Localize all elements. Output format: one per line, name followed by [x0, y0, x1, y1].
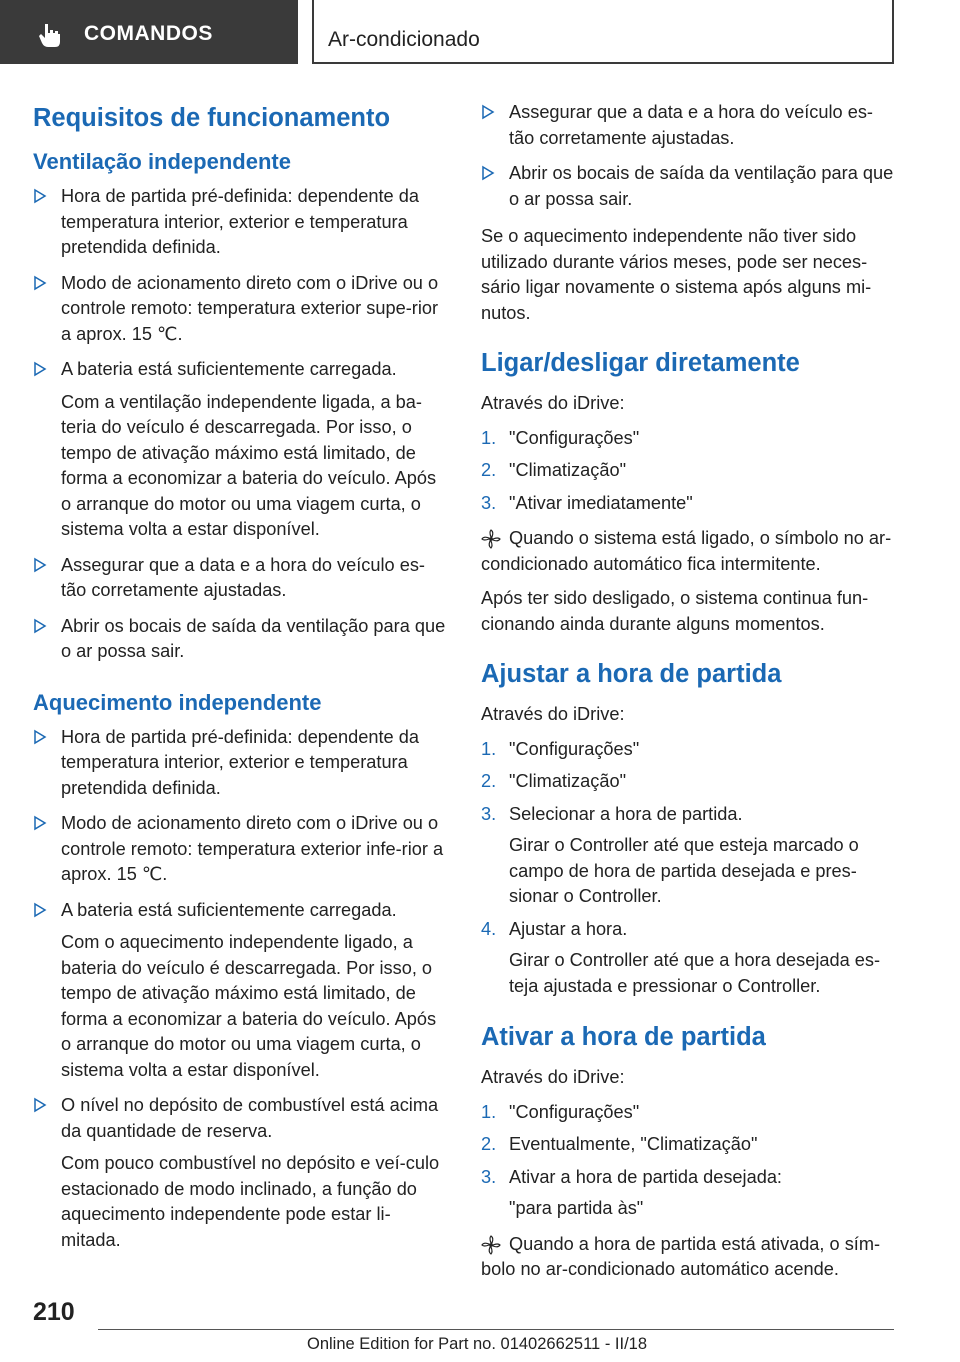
step-text: "Configurações" [509, 427, 640, 448]
step-number: 3. [481, 1166, 497, 1187]
intro-idrive-2: Através do iDrive: [481, 704, 625, 724]
breadcrumb [312, 0, 894, 64]
step-number: 1. [481, 1101, 497, 1122]
step-item [481, 917, 896, 1000]
fan-icon [481, 1235, 501, 1255]
section-label: COMANDOS [84, 22, 213, 45]
list-item [33, 357, 448, 543]
triangle-bullet-icon [481, 165, 495, 181]
symbol-paragraph [481, 526, 896, 577]
intro-idrive: Através do iDrive: [481, 393, 625, 413]
triangle-bullet-icon [33, 188, 47, 204]
step-number: 3. [481, 803, 497, 824]
list-item [33, 614, 448, 665]
section-title-requirements: Requisitos de funcionamento [33, 104, 391, 132]
step-number: 4. [481, 918, 497, 939]
list-item-text: Hora de partida pré-definida: dependente da temperatura interior, exterior e temperatura pretendida definida. [61, 726, 419, 798]
set-time-steps-list [481, 737, 896, 1000]
list-item-text: Abrir os bocais de saída da ventilação para que o ar possa sair. [61, 615, 446, 661]
info-paragraph: Se o aquecimento independente não tiver sido utilizado durante vários meses, pode ser neces-sário ligar novamente o sistema após alguns mi-nutos. [481, 226, 872, 323]
symbol-paragraph-2 [481, 1232, 896, 1283]
symbol-paragraph-2-text: Quando a hora de partida está ativada, o sím-bolo no ar-condicionado automático acende. [481, 1233, 881, 1279]
step-text: Ativar a hora de partida desejada: [509, 1166, 782, 1187]
symbol-paragraph-text: Quando o sistema está ligado, o símbolo no ar-condicionado automático fica intermitente. [481, 528, 892, 574]
step-item [481, 802, 896, 910]
list-item-text: Assegurar que a data e a hora do veículo es-tão corretamente ajustadas. [509, 102, 873, 148]
right-column [481, 100, 896, 1292]
triangle-bullet-icon [33, 557, 47, 573]
step-note: Girar o Controller até que a hora desejada es-teja ajustada e pressionar o Controller. [509, 950, 881, 996]
left-column [33, 100, 448, 1265]
step-text: Eventualmente, "Climatização" [509, 1134, 758, 1154]
subheading-heating: Aquecimento independente [33, 689, 322, 715]
triangle-bullet-icon [33, 902, 47, 918]
list-item-text: A bateria está suficientemente carregada. [61, 359, 397, 379]
hand-pointer-icon [36, 21, 64, 49]
fan-icon [481, 529, 501, 549]
page-header [0, 0, 960, 66]
activate-time-steps-list [481, 1100, 896, 1222]
list-item-note: Com a ventilação independente ligada, a ba-teria do veículo é descarregada. Por isso, o tempo de ativação máximo está limitado, de forma a economizar a bateria do veículo. Após o arranque do motor ou uma viagem curta, o sistema volta a estar disponível. [61, 391, 437, 539]
step-note: Girar o Controller até que esteja marcado o campo de hora de partida desejada e pres-sionar o Controller. [509, 835, 859, 906]
step-number: 2. [481, 460, 497, 480]
footer-divider [98, 1329, 894, 1330]
list-item [33, 1093, 448, 1253]
breadcrumb-label: Ar-condicionado [328, 28, 480, 51]
list-item [481, 100, 896, 151]
step-number: 2. [481, 771, 497, 791]
step-item [481, 769, 896, 795]
direct-steps-list [481, 426, 896, 517]
list-item-text: Modo de acionamento direto com o iDrive ou o controle remoto: temperatura exterior supe-rior a aprox. 15 ℃. [61, 272, 439, 344]
triangle-bullet-icon [33, 361, 47, 377]
heating-requirements-list [33, 725, 448, 1254]
list-item [33, 184, 448, 261]
list-item-text: Modo de acionamento direto com o iDrive ou o controle remoto: temperatura exterior infe-rior a aprox. 15 ℃. [61, 813, 444, 884]
ventilation-requirements-list [33, 184, 448, 665]
list-item-text: O nível no depósito de combustível está acima da quantidade de reserva. [61, 1095, 439, 1141]
step-item [481, 458, 896, 484]
step-text: "Climatização" [509, 460, 627, 480]
section-tab [0, 0, 298, 64]
step-item [481, 737, 896, 763]
list-item [33, 553, 448, 604]
list-item-text: Hora de partida pré-definida: dependente da temperatura interior, exterior e temperatura pretendida definida. [61, 186, 419, 257]
step-number: 1. [481, 738, 497, 759]
step-number: 2. [481, 1134, 497, 1154]
list-item-text: Assegurar que a data e a hora do veículo es-tão corretamente ajustadas. [61, 554, 425, 600]
step-number: 1. [481, 427, 497, 448]
intro-idrive-3: Através do iDrive: [481, 1067, 625, 1087]
page-number: 210 [33, 1298, 75, 1326]
footer-edition: Online Edition for Part no. 01402662511 - II/18 [307, 1335, 648, 1353]
step-text: "Configurações" [509, 738, 640, 759]
section-title-set-time: Ajustar a hora de partida [481, 660, 782, 688]
section-title-direct: Ligar/desligar diretamente [481, 349, 800, 377]
list-item [33, 271, 448, 348]
step-text: "Configurações" [509, 1101, 640, 1122]
list-item [33, 811, 448, 888]
step-text: Selecionar a hora de partida. [509, 803, 743, 824]
after-off-paragraph: Após ter sido desligado, o sistema continua fun-cionando ainda durante alguns momentos. [481, 588, 869, 634]
subheading-ventilation: Ventilação independente [33, 149, 291, 174]
ventilation-requirements-continued [481, 100, 896, 212]
list-item [481, 161, 896, 212]
triangle-bullet-icon [33, 275, 47, 291]
triangle-bullet-icon [33, 618, 47, 634]
step-item [481, 1132, 896, 1158]
step-item [481, 1100, 896, 1126]
step-text: "Ativar imediatamente" [509, 492, 693, 513]
triangle-bullet-icon [481, 104, 495, 120]
triangle-bullet-icon [33, 1097, 47, 1113]
list-item-note: Com pouco combustível no depósito e veí-culo estacionado de modo inclinado, a função do aquecimento independente pode estar li-mitada. [61, 1153, 440, 1250]
step-number: 3. [481, 492, 497, 513]
step-item [481, 1165, 896, 1222]
list-item [33, 898, 448, 1084]
step-note: "para partida às" [509, 1198, 644, 1218]
step-text: "Climatização" [509, 771, 627, 791]
list-item-text: Abrir os bocais de saída da ventilação para que o ar possa sair. [509, 163, 894, 209]
step-item [481, 491, 896, 517]
list-item-text: A bateria está suficientemente carregada. [61, 899, 397, 920]
section-title-activate-time: Ativar a hora de partida [481, 1023, 766, 1051]
triangle-bullet-icon [33, 729, 47, 745]
step-item [481, 426, 896, 452]
triangle-bullet-icon [33, 815, 47, 831]
list-item-note: Com o aquecimento independente ligado, a bateria do veículo é descarregada. Por isso, o tempo de ativação máximo está limitado, de forma a economizar a bateria do veículo. Após o arranque do motor ou uma viagem curta, o sistema volta a estar disponível. [61, 932, 437, 1080]
step-text: Ajustar a hora. [509, 918, 628, 939]
list-item [33, 725, 448, 802]
